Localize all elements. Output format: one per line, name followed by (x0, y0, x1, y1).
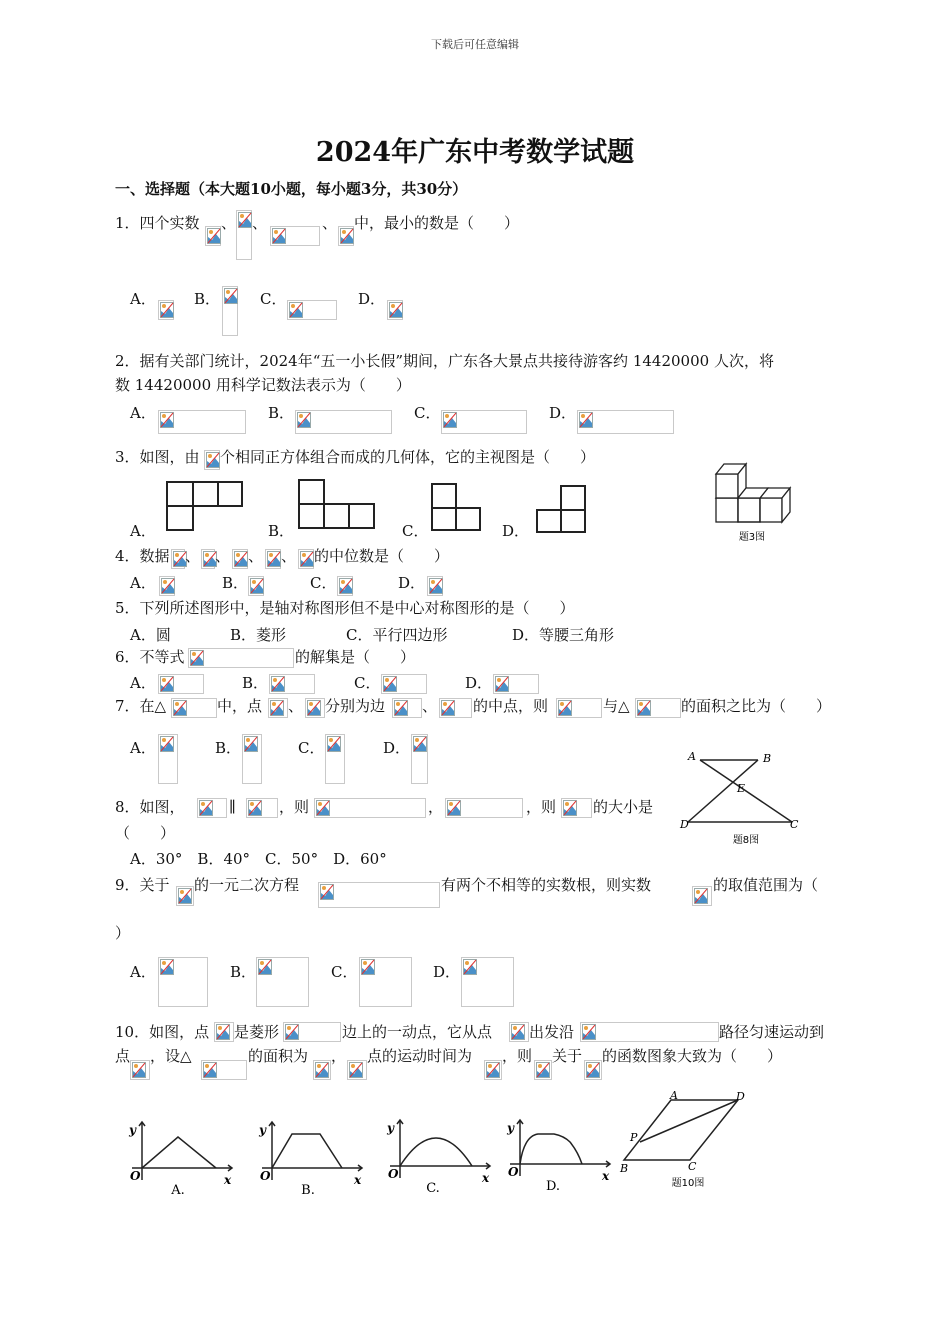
broken-image-icon (258, 959, 272, 975)
formula-image (441, 410, 527, 434)
axis-label-y: y (259, 1123, 266, 1137)
broken-image-icon (349, 1062, 363, 1078)
formula-image (171, 549, 185, 569)
q8-text-g: （ ） (115, 824, 176, 842)
origin-label: O (508, 1165, 519, 1179)
q4-text-b: 的中位数是（ ） (314, 547, 450, 565)
formula-image (387, 300, 403, 320)
q7-text-e: 、 (422, 697, 438, 715)
broken-image-icon (361, 959, 375, 975)
broken-image-icon (511, 1024, 525, 1040)
broken-image-icon (582, 1024, 596, 1040)
formula-image (265, 549, 281, 569)
q8-text-d: ， (428, 798, 444, 816)
formula-image (158, 734, 178, 784)
formula-image (325, 734, 345, 784)
page-title: 2024年广东中考数学试题 (315, 137, 635, 168)
formula-image (392, 698, 422, 718)
q1-text-a: 1．四个实数 (115, 214, 200, 232)
formula-image (298, 549, 314, 569)
q3-option-d-figure (533, 480, 589, 534)
q4-sep: 、 (185, 547, 201, 565)
point-label-b: B (620, 1162, 629, 1175)
formula-image (201, 549, 215, 569)
formula-image (313, 1060, 331, 1080)
broken-image-icon (413, 736, 427, 752)
formula-image (439, 698, 472, 718)
broken-image-icon (289, 302, 303, 318)
broken-image-icon (248, 800, 262, 816)
broken-image-icon (272, 228, 286, 244)
broken-image-icon (316, 800, 330, 816)
option-label: D． (398, 574, 426, 592)
option-label: B． (194, 290, 221, 308)
q3-option-c-figure (428, 478, 484, 532)
formula-image (188, 648, 294, 668)
formula-image (214, 1022, 234, 1042)
broken-image-icon (536, 1062, 550, 1078)
axis-label-x: x (224, 1173, 232, 1187)
figure-caption: 题8图 (732, 835, 760, 846)
formula-image (427, 576, 443, 596)
q10-text-l: 关于 (552, 1047, 583, 1065)
formula-image (236, 210, 252, 260)
axis-label-x: x (602, 1169, 610, 1183)
option-label: C． (402, 522, 429, 540)
formula-image (197, 798, 227, 818)
point-label-b: B (763, 752, 772, 765)
formula-image (509, 1022, 529, 1042)
broken-image-icon (199, 800, 213, 816)
broken-image-icon (270, 700, 284, 716)
broken-image-icon (160, 676, 174, 692)
option-label: D． (465, 674, 493, 692)
option-label: D． (358, 290, 386, 308)
q7-text-h: 的面积之比为（ ） (681, 697, 832, 715)
formula-image (256, 957, 309, 1007)
q10-text-g: ，设△ (150, 1047, 192, 1065)
broken-image-icon (586, 1062, 600, 1078)
formula-image (561, 798, 592, 818)
q10-text-m: 的函数图象大致为（ ） (602, 1047, 783, 1065)
q10-text-e: 路径匀速运动到 (719, 1023, 825, 1041)
option-label: C． (298, 739, 325, 757)
broken-image-icon (271, 676, 285, 692)
option-label: C． (354, 674, 381, 692)
broken-image-icon (224, 288, 238, 304)
q9-text-e: ） (115, 924, 131, 942)
formula-image (411, 734, 428, 784)
option-label: B． (242, 674, 269, 692)
q3-text-a: 3．如图，由 (115, 448, 200, 466)
option-label: D． (502, 522, 530, 540)
axis-label-y: y (387, 1121, 394, 1135)
option-text: B．菱形 (230, 626, 287, 644)
broken-image-icon (160, 302, 174, 318)
formula-image (584, 1060, 602, 1080)
q10-graph-a (120, 1114, 240, 1204)
section-heading: 一、选择题（本大题10小题，每小题3分，共30分） (115, 180, 468, 198)
q3-option-b-figure (292, 474, 378, 532)
formula-image (158, 957, 208, 1007)
point-label-c: C (790, 818, 799, 831)
broken-image-icon (495, 676, 509, 692)
q10-text-h: 的面积为 (248, 1047, 309, 1065)
broken-image-icon (443, 412, 457, 428)
axis-label-x: x (482, 1171, 490, 1185)
graph-option-label: D. (545, 1179, 561, 1194)
broken-image-icon (463, 959, 477, 975)
formula-image (359, 957, 412, 1007)
option-label: B． (230, 963, 257, 981)
broken-image-icon (161, 578, 175, 594)
formula-image (338, 226, 354, 246)
option-text: D．等腰三角形 (512, 626, 615, 644)
point-label-d: D (736, 1090, 745, 1103)
broken-image-icon (250, 578, 264, 594)
q9-text-b: 的一元二次方程 (194, 876, 300, 894)
option-label: A． (130, 739, 156, 757)
formula-image (381, 674, 427, 694)
broken-image-icon (267, 551, 281, 567)
formula-image (484, 1060, 502, 1080)
formula-image (201, 1060, 247, 1080)
broken-image-icon (637, 700, 651, 716)
option-label: C． (260, 290, 287, 308)
option-text: A．圆 (130, 626, 171, 644)
q10-text-j: 点的运动时间为 (367, 1047, 473, 1065)
broken-image-icon (394, 700, 408, 716)
broken-image-icon (160, 959, 174, 975)
q5-question: 5．下列所述图形中，是轴对称图形但不是中心对称图形的是（ ） (115, 599, 575, 617)
q8-text-a: 8．如图， (115, 798, 185, 816)
broken-image-icon (300, 551, 314, 567)
point-label-p: P (630, 1131, 638, 1144)
option-label: B． (222, 574, 249, 592)
axis-label-x: x (354, 1173, 362, 1187)
q10-text-a: 10．如图，点 (115, 1023, 210, 1041)
q10-text-c: 边上的一动点，它从点 (342, 1023, 493, 1041)
q7-text-a: 7．在△ (115, 697, 167, 715)
figure-caption: 题10图 (671, 1178, 705, 1189)
broken-image-icon (307, 700, 321, 716)
q10-text-d: 出发沿 (529, 1023, 575, 1041)
broken-image-icon (339, 578, 353, 594)
graph-option-label: B. (301, 1183, 315, 1198)
graph-option-label: C. (426, 1181, 440, 1196)
formula-image (159, 576, 175, 596)
broken-image-icon (558, 700, 572, 716)
q10-rhombus-figure (616, 1090, 756, 1194)
axis-label-y: y (507, 1121, 514, 1135)
option-label: C． (331, 963, 358, 981)
option-label: A． (130, 574, 156, 592)
broken-image-icon (441, 700, 455, 716)
q1-sep: 、 (322, 214, 338, 232)
q8-options: A．30° B．40° C．50° D．60° (130, 850, 387, 868)
broken-image-icon (315, 1062, 329, 1078)
q4-sep: 、 (215, 547, 231, 565)
formula-image (314, 798, 426, 818)
option-label: A． (130, 522, 156, 540)
broken-image-icon (160, 412, 174, 428)
formula-image (205, 226, 221, 246)
broken-image-icon (297, 412, 311, 428)
option-label: B． (215, 739, 242, 757)
broken-image-icon (383, 676, 397, 692)
formula-image (269, 674, 315, 694)
option-label: A． (130, 963, 156, 981)
option-label: A． (130, 290, 156, 308)
q1-text-e: 中，最小的数是（ ） (354, 214, 520, 232)
broken-image-icon (694, 888, 708, 904)
broken-image-icon (327, 736, 341, 752)
broken-image-icon (234, 551, 248, 567)
broken-image-icon (320, 884, 334, 900)
broken-image-icon (340, 228, 354, 244)
option-label: D． (383, 739, 411, 757)
broken-image-icon (216, 1024, 230, 1040)
q10-graph-d (498, 1114, 618, 1204)
broken-image-icon (178, 888, 192, 904)
q2-line1: 2．据有关部门统计，2024年“五一小长假”期间，广东各大景点共接待游客约 14420000 人次，将 (115, 352, 774, 370)
origin-label: O (388, 1167, 399, 1181)
formula-image (158, 300, 174, 320)
q1-sep: 、 (252, 214, 268, 232)
formula-image (295, 410, 392, 434)
formula-image (461, 957, 514, 1007)
option-text: C．平行四边形 (346, 626, 448, 644)
broken-image-icon (173, 700, 187, 716)
formula-image (577, 410, 674, 434)
q8-text-c: ，则 (279, 798, 310, 816)
q2-line2: 数 14420000 用科学记数法表示为（ ） (115, 376, 411, 394)
option-label: B． (268, 522, 295, 540)
point-label-d: D (680, 818, 689, 831)
q7-text-c: 、 (288, 697, 304, 715)
option-label: A． (130, 404, 156, 422)
broken-image-icon (389, 302, 403, 318)
formula-image (130, 1060, 150, 1080)
formula-image (493, 674, 539, 694)
q7-text-f: 的中点，则 (473, 697, 549, 715)
broken-image-icon (207, 228, 221, 244)
formula-image (305, 698, 325, 718)
page-header: 下载后可任意编辑 (431, 38, 519, 51)
option-label: B． (268, 404, 295, 422)
formula-image (287, 300, 337, 320)
graph-option-label: A. (171, 1183, 185, 1198)
q10-graph-b (250, 1114, 370, 1204)
q9-text-d: 的取值范围为（ (713, 876, 819, 894)
q7-text-g: 与△ (603, 697, 630, 715)
option-label: D． (433, 963, 461, 981)
axis-label-y: y (129, 1123, 136, 1137)
q6-text-b: 的解集是（ ） (295, 648, 416, 666)
figure-caption: 题3图 (738, 532, 766, 543)
broken-image-icon (579, 412, 593, 428)
formula-image (580, 1022, 719, 1042)
point-label-c: C (688, 1160, 697, 1173)
option-label: C． (310, 574, 337, 592)
q8-text-e: ，则 (526, 798, 557, 816)
q3-option-a-figure (160, 476, 246, 532)
q10-text-k: ，则 (502, 1047, 533, 1065)
q10-graph-c (378, 1114, 498, 1204)
q4-text-a: 4．数据 (115, 547, 170, 565)
formula-image (204, 450, 220, 470)
formula-image (283, 1022, 341, 1042)
formula-image (635, 698, 681, 718)
broken-image-icon (132, 1062, 146, 1078)
formula-image (337, 576, 353, 596)
broken-image-icon (285, 1024, 299, 1040)
q8-text-f: 的大小是 (593, 798, 654, 816)
origin-label: O (130, 1169, 141, 1183)
broken-image-icon (486, 1062, 500, 1078)
q1-sep: 、 (221, 214, 237, 232)
q4-sep: 、 (248, 547, 264, 565)
formula-image (445, 798, 523, 818)
option-label: C． (414, 404, 441, 422)
q10-text-i: ， (331, 1047, 347, 1065)
point-label-e: E (737, 782, 746, 795)
formula-image (248, 576, 264, 596)
q8-figure (678, 748, 808, 850)
formula-image (158, 674, 204, 694)
formula-image (347, 1060, 367, 1080)
point-label-a: A (688, 750, 696, 763)
formula-image (268, 698, 288, 718)
broken-image-icon (563, 800, 577, 816)
q3-text-b: 个相同正方体组合而成的几何体，它的主视图是（ ） (220, 448, 596, 466)
q3-solid-figure (706, 458, 802, 546)
option-label: A． (130, 674, 156, 692)
broken-image-icon (160, 736, 174, 752)
q9-text-c: 有两个不相等的实数根，则实数 (441, 876, 652, 894)
formula-image (556, 698, 602, 718)
q10-text-b: 是菱形 (234, 1023, 280, 1041)
q8-text-b: ∥ (229, 798, 236, 816)
formula-image (232, 549, 248, 569)
formula-image (158, 410, 246, 434)
formula-image (222, 286, 238, 336)
point-label-a: A (670, 1090, 678, 1102)
option-label: D． (549, 404, 577, 422)
broken-image-icon (206, 452, 220, 468)
q7-text-b: 中，点 (217, 697, 263, 715)
broken-image-icon (244, 736, 258, 752)
formula-image (246, 798, 278, 818)
broken-image-icon (238, 212, 252, 228)
q7-text-d: 分别为边 (325, 697, 386, 715)
broken-image-icon (447, 800, 461, 816)
broken-image-icon (429, 578, 443, 594)
q9-text-a: 9．关于 (115, 876, 170, 894)
formula-image (176, 886, 194, 906)
q4-sep: 、 (281, 547, 297, 565)
formula-image (171, 698, 217, 718)
formula-image (318, 882, 440, 908)
formula-image (692, 886, 712, 906)
formula-image (270, 226, 320, 246)
q10-text-f: 点 (115, 1047, 131, 1065)
formula-image (242, 734, 262, 784)
origin-label: O (260, 1169, 271, 1183)
q6-text-a: 6．不等式 (115, 648, 185, 666)
formula-image (534, 1060, 552, 1080)
broken-image-icon (190, 650, 204, 666)
broken-image-icon (203, 1062, 217, 1078)
